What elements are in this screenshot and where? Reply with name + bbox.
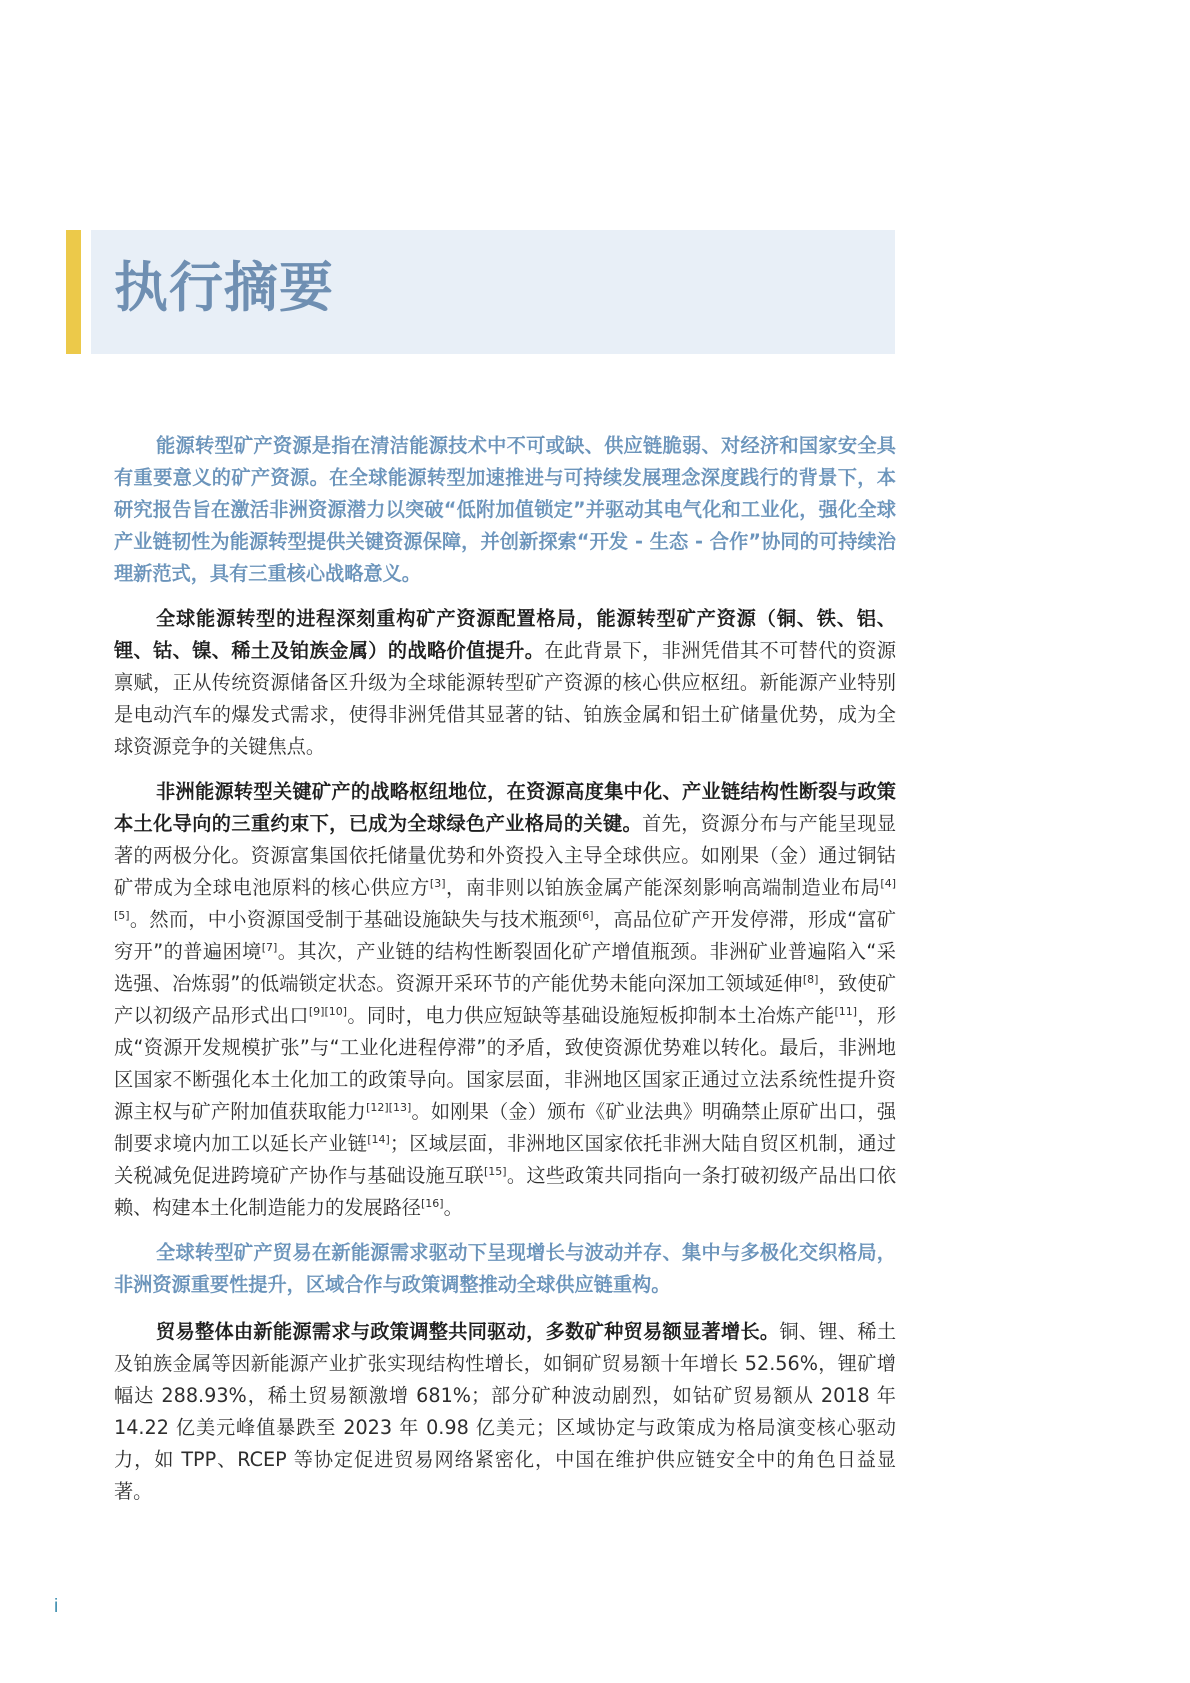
paragraph-strategic-value-lead: 全球能源转型的进程深刻重构矿产资源配置格局，能源转型矿产资源（铜、铁、铝、锂、钴、镍、稀土及铂族金属）的战略价值提升。 [114, 607, 896, 662]
text-segment: ；区域层面，非洲地区国家依托非洲大陆自贸区机制，通过关税减免促进跨境矿产协作与基础设施互联 [114, 1132, 897, 1187]
citation-ref: [4][5] [114, 877, 897, 922]
paragraph-strategic-value-body: 在此背景下，非洲凭借其不可替代的资源禀赋，正从传统资源储备区升级为全球能源转型矿产资源的核心供应枢纽。新能源产业特别是电动汽车的爆发式需求，使得非洲凭借其显著的钴、铂族金属和铝土矿储量优势，成为全球资源竞争的关键焦点。 [114, 639, 897, 758]
text-segment: 。这些政策共同指向一条打破初级产品出口依赖、构建本土化制造能力的发展路径 [114, 1164, 897, 1219]
citation-ref: [9][10] [308, 1005, 348, 1018]
text-segment: 。然而，中小资源国受制于基础设施缺失与技术瓶颈 [129, 908, 578, 931]
citation-ref: [3] [429, 877, 446, 890]
paragraph-hub-position-lead: 非洲能源转型关键矿产的战略枢纽地位，在资源高度集中化、产业链结构性断裂与政策本土化导向的三重约束下，已成为全球绿色产业格局的关键。 [114, 780, 896, 835]
summary-content [114, 430, 896, 1521]
citation-ref: [14] [367, 1133, 390, 1146]
paragraph-strategic-value [114, 603, 896, 763]
text-segment: 。如刚果（金）颁布《矿业法典》明确禁止原矿出口，强制要求境内加工以延长产业链 [114, 1100, 897, 1155]
paragraph-hub-position [114, 776, 896, 1224]
title-banner [91, 230, 895, 354]
page-number: i [54, 1596, 59, 1617]
citation-ref: [15] [483, 1165, 507, 1178]
citation-ref: [16] [421, 1197, 444, 1210]
text-segment: ，高品位矿产开发停滞，形成“富矿穷开”的普遍困境 [114, 908, 896, 963]
text-segment: ，南非则以铂族金属产能深刻影响高端制造业布局 [445, 876, 881, 899]
paragraph-trade-drivers-body: 铜、锂、稀土及铂族金属等因新能源产业扩张实现结构性增长，如铜矿贸易额十年增长 52.56%，锂矿增幅达 288.93%，稀土贸易额激增 681%；部分矿种波动剧烈，如钴矿贸易额从 2018 年 14.22 亿美元峰值暴跌至 2023 年 0.98 亿美元；区域协定与政策成为格局演变核心驱动力，如 TPP、RCEP 等协定促进贸易网络紧密化，中国在维护供应链安全中的角色日益显著。 [114, 1320, 897, 1503]
intro-paragraph: 能源转型矿产资源是指在清洁能源技术中不可或缺、供应链脆弱、对经济和国家安全具有重要意义的矿产资源。在全球能源转型加速推进与可持续发展理念深度践行的背景下，本研究报告旨在激活非洲资源潜力以突破“低附加值锁定”并驱动其电气化和工业化，强化全球产业链韧性为能源转型提供关键资源保障，并创新探索“开发 - 生态 - 合作”协同的可持续治理新范式，具有三重核心战略意义。 [114, 434, 896, 585]
citation-ref: [12][13] [366, 1101, 412, 1114]
citation-ref: [8] [802, 973, 819, 986]
citation-ref: [6] [577, 909, 594, 922]
trade-lead-paragraph: 全球转型矿产贸易在新能源需求驱动下呈现增长与波动并存、集中与多极化交织格局，非洲资源重要性提升，区域合作与政策调整推动全球供应链重构。 [114, 1241, 896, 1296]
text-segment: ，致使矿产以初级产品形式出口 [114, 972, 896, 1027]
text-segment: 。其次，产业链的结构性断裂固化矿产增值瓶颈。非洲矿业普遍陷入“采选强、冶炼弱”的低端锁定状态。资源开采环节的产能优势未能向深加工领域延伸 [114, 940, 896, 995]
text-segment: 首先，资源分布与产能呈现显著的两极分化。资源富集国依托储量优势和外资投入主导全球供应。如刚果（金）通过铜钴矿带成为全球电池原料的核心供应方 [114, 812, 897, 899]
title-accent-bar [66, 230, 81, 354]
text-segment: 。同时，电力供应短缺等基础设施短板抑制本土冶炼产能 [347, 1004, 835, 1027]
citation-ref: [11] [834, 1005, 858, 1018]
page-title: 执行摘要 [114, 256, 334, 319]
text-segment: 。 [443, 1196, 463, 1219]
text-segment: ，形成“资源开发规模扩张”与“工业化进程停滞”的矛盾，致使资源优势难以转化。最后，非洲地区国家不断强化本土化加工的政策导向。国家层面，非洲地区国家正通过立法系统性提升资源主权与矿产附加值获取能力 [114, 1004, 897, 1123]
citation-ref: [7] [261, 941, 278, 954]
paragraph-trade-drivers-lead: 贸易整体由新能源需求与政策调整共同驱动，多数矿种贸易额显著增长。 [156, 1320, 780, 1343]
paragraph-trade-drivers [114, 1316, 896, 1508]
